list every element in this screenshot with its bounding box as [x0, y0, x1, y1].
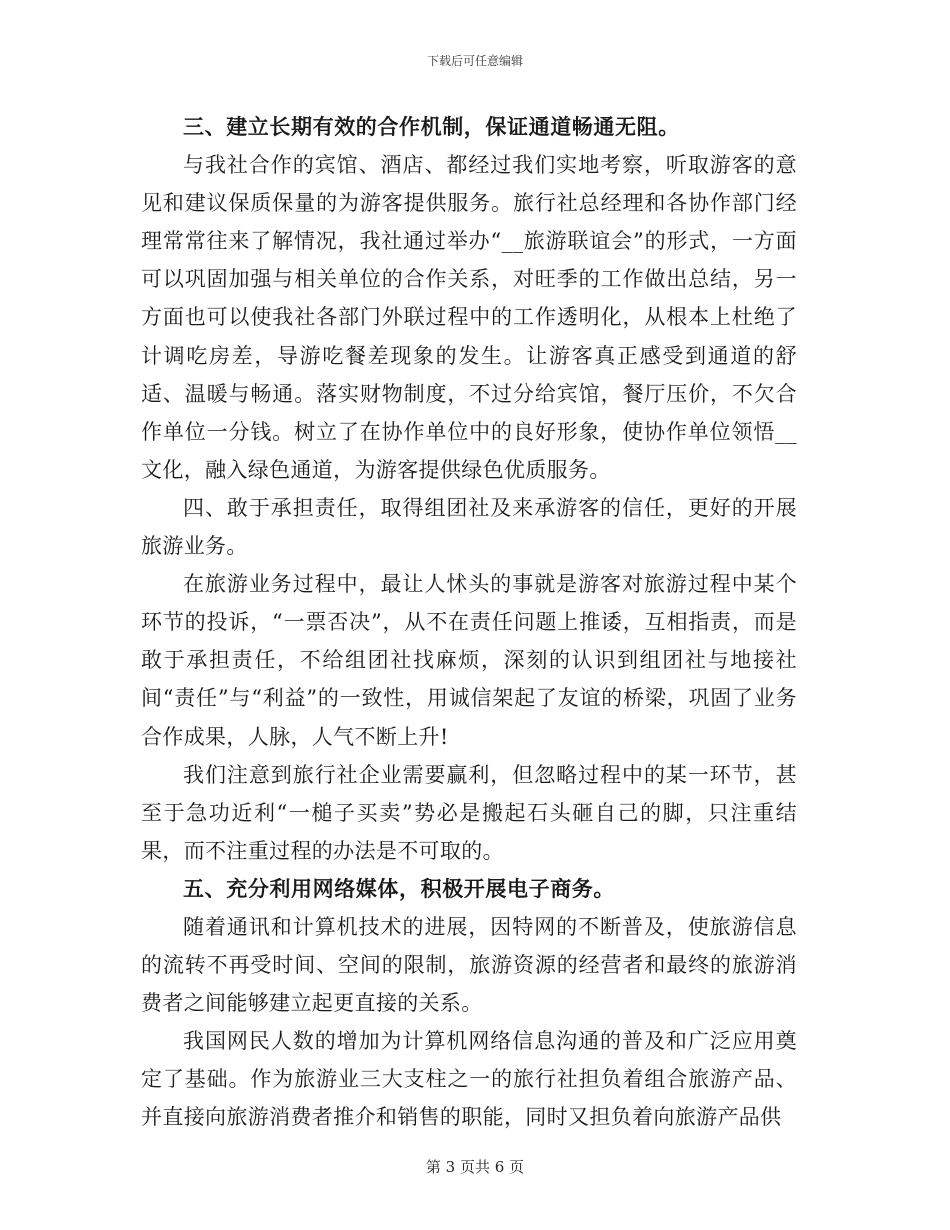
- body-paragraph: 我们注意到旅行社企业需要赢利，但忽略过程中的某一环节，甚至于急功近利“一槌子买卖”势必是搬起石头砸自己的脚，只注重结果，而不注重过程的办法是不可取的。: [141, 762, 797, 863]
- section-heading-5: 五、充分利用网络媒体，积极开展电子商务。: [183, 876, 615, 901]
- page-number-footer: 第 3 页共 6 页: [425, 1158, 525, 1176]
- body-paragraph: 我国网民人数的增加为计算机网络信息沟通的普及和广泛应用奠定了基础。作为旅游业三大支柱之一的旅行社担负着组合旅游产品、并直接向旅游消费者推介和销售的职能，同时又担负着向旅游产品供: [141, 1029, 797, 1130]
- section-heading-4: 四、敢于承担责任，取得组团社及来承游客的信任，更好的开展旅游业务。: [141, 495, 797, 559]
- header-note: 下载后可任意编辑: [426, 54, 523, 68]
- body-paragraph: 在旅游业务过程中，最让人怵头的事就是游客对旅游过程中某个环节的投诉，“一票否决”，从不在责任问题上推诿，互相指责，而是敢于承担责任，不给组团社找麻烦，深刻的认识到组团社与地接社间“责任”与“利益”的一致性，用诚信架起了友谊的桥梁，巩固了业务合作成果，人脉，人气不断上升!: [141, 572, 797, 749]
- body-paragraph: 随着通讯和计算机技术的进展，因特网的不断普及，使旅游信息的流转不再受时间、空间的限制，旅游资源的经营者和最终的旅游消费者之间能够建立起更直接的关系。: [141, 914, 797, 1016]
- section-heading-3: 三、建立长期有效的合作机制，保证通道畅通无阻。: [183, 115, 680, 139]
- document-body: [141, 108, 797, 1137]
- body-paragraph: 与我社合作的宾馆、酒店、都经过我们实地考察，听取游客的意见和建议保质保量的为游客提供服务。旅行社总经理和各协作部门经理常常往来了解情况，我社通过举办“__旅游联谊会”的形式，一方面可以巩固加强与相关单位的合作关系，对旺季的工作做出总结，另一方面也可以使我社各部门外联过程中的工作透明化，从根本上杜绝了计调吃房差，导游吃餐差现象的发生。让游客真正感受到通道的舒适、温暖与畅通。落实财物制度，不过分给宾馆，餐厅压价，不欠合作单位一分钱。树立了在协作单位中的良好形象，使协作单位领悟__文化，融入绿色通道，为游客提供绿色优质服务。: [141, 153, 797, 482]
